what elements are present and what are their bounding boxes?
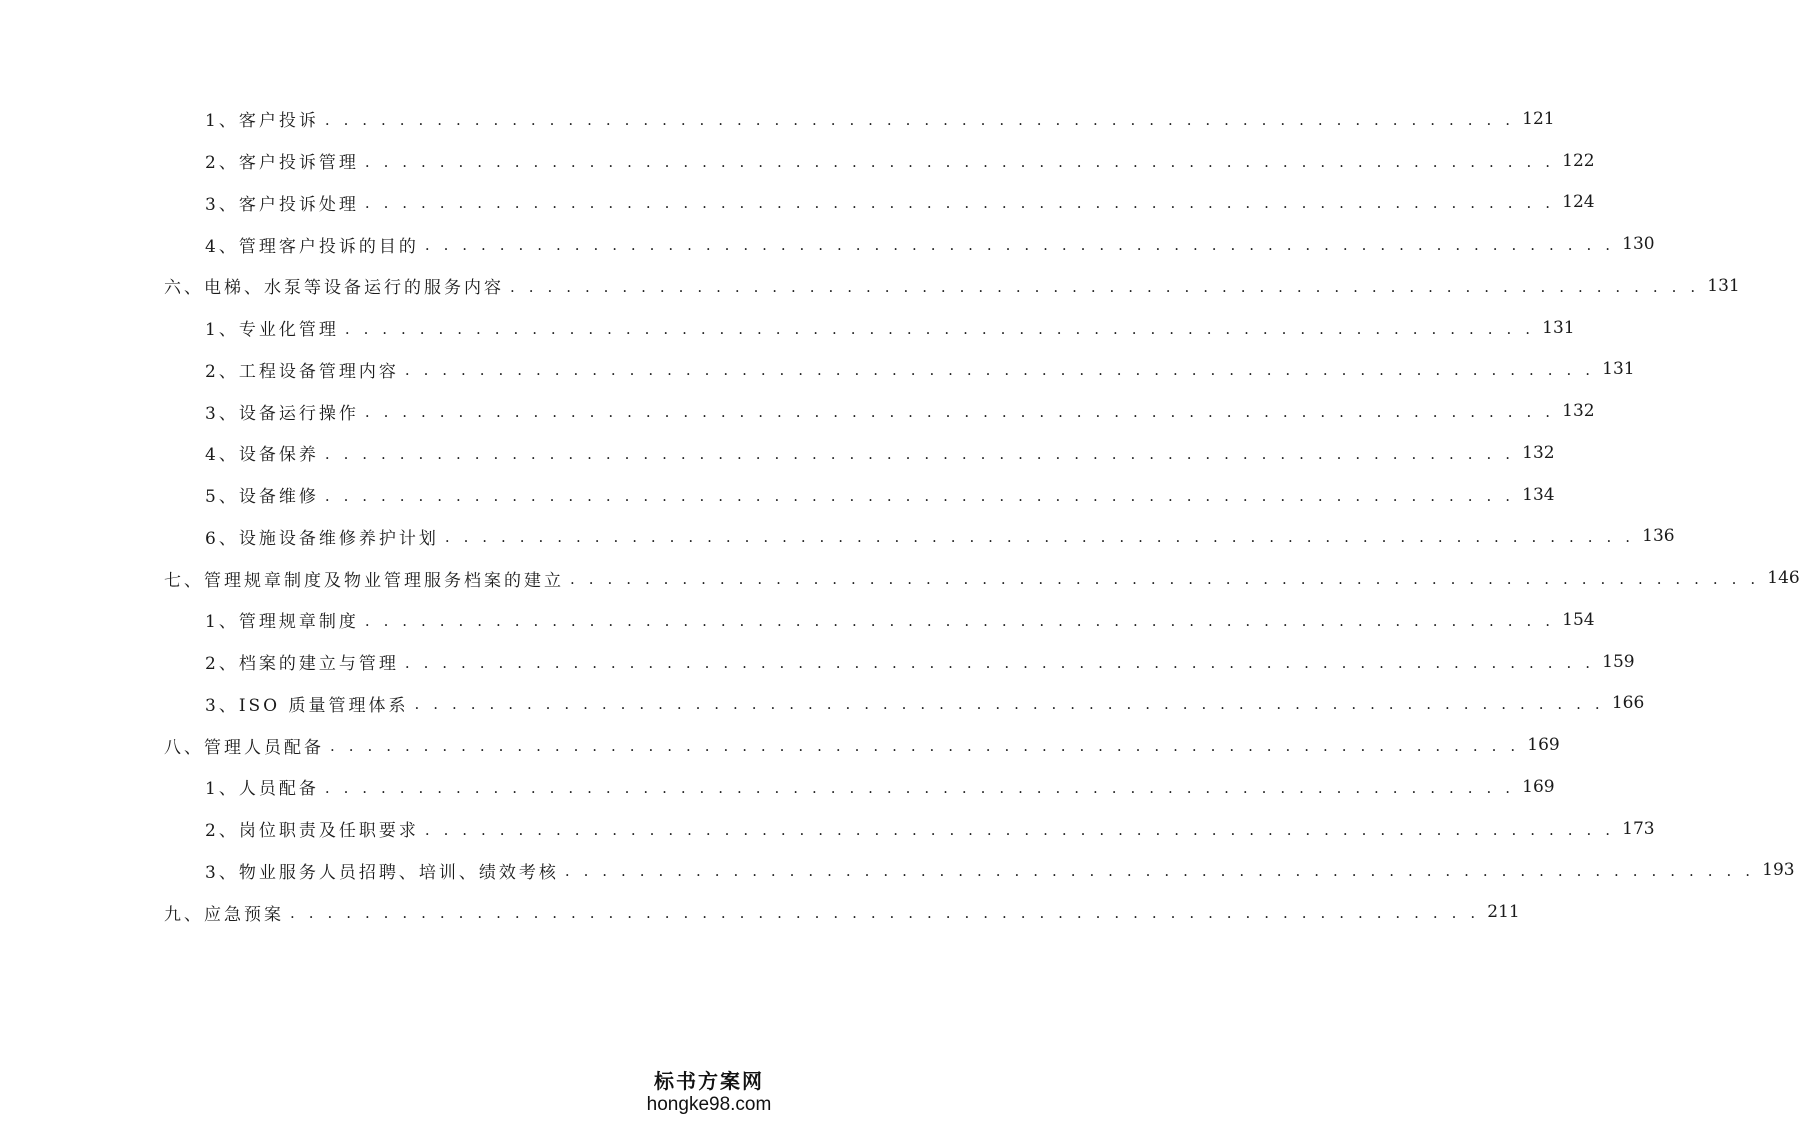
toc-leader-dots: . . . . . . . . . . . . . . . . . . . . . . . . . . . . . . . . . . . . . . . . . . . . . . . . . . . . . . . . . . . . . . . . [344,319,1535,338]
toc-leader-dots: . . . . . . . . . . . . . . . . . . . . . . . . . . . . . . . . . . . . . . . . . . . . . . . . . . . . . . . . . . . . . . . . [424,236,1615,255]
toc-page-number: 211 [1487,902,1520,923]
toc-page-number: 136 [1642,526,1675,547]
toc-entry-title: 3、设备运行操作 [205,403,359,424]
toc-page-number: 169 [1522,776,1555,797]
toc-entry[interactable] [0,349,1635,391]
toc-leader-dots: . . . . . . . . . . . . . . . . . . . . . . . . . . . . . . . . . . . . . . . . . . . . . . . . . . . . . . . . . . . . . . . . [324,778,1515,797]
toc-leader-dots: . . . . . . . . . . . . . . . . . . . . . . . . . . . . . . . . . . . . . . . . . . . . . . . . . . . . . . . . . . . . . . . . [324,486,1515,505]
toc-entry[interactable] [0,390,1595,432]
toc-entry-title: 六、电梯、水泵等设备运行的服务内容 [164,278,504,299]
toc-entry-title: 4、设备保养 [205,445,319,466]
toc-leader-dots: . . . . . . . . . . . . . . . . . . . . . . . . . . . . . . . . . . . . . . . . . . . . . . . . . . . . . . . . . . . . . . . . [444,528,1635,547]
toc-entry[interactable] [0,474,1555,516]
toc-entry-title: 5、设备维修 [205,487,319,508]
toc-entry[interactable] [0,98,1555,140]
toc-page-number: 132 [1562,401,1595,422]
watermark-name: 标书方案网 [654,1069,764,1093]
toc-entry-title: 1、专业化管理 [205,320,339,341]
toc-entry[interactable] [0,683,1645,725]
toc-entry-title: 6、设施设备维修养护计划 [205,528,439,549]
toc-page-number: 169 [1527,735,1560,756]
toc-entry[interactable] [0,766,1555,808]
toc-entry[interactable] [0,808,1655,850]
toc-leader-dots: . . . . . . . . . . . . . . . . . . . . . . . . . . . . . . . . . . . . . . . . . . . . . . . . . . . . . . . . . . . . . . . . [324,444,1515,463]
toc-page-number: 131 [1542,317,1575,338]
watermark-url: hongke98.com [646,1094,772,1115]
toc-entry[interactable] [0,641,1635,683]
toc-leader-dots: . . . . . . . . . . . . . . . . . . . . . . . . . . . . . . . . . . . . . . . . . . . . . . . . . . . . . . . . . . . . . . . . [564,862,1755,881]
toc-entry-title: 2、工程设备管理内容 [205,361,399,382]
toc-leader-dots: . . . . . . . . . . . . . . . . . . . . . . . . . . . . . . . . . . . . . . . . . . . . . . . . . . . . . . . . . . . . . . . . [414,695,1605,714]
toc-leader-dots: . . . . . . . . . . . . . . . . . . . . . . . . . . . . . . . . . . . . . . . . . . . . . . . . . . . . . . . . . . . . . . . . [404,361,1595,380]
toc-leader-dots: . . . . . . . . . . . . . . . . . . . . . . . . . . . . . . . . . . . . . . . . . . . . . . . . . . . . . . . . . . . . . . . . [364,611,1555,630]
toc-entry-title: 2、岗位职责及任职要求 [205,821,419,842]
toc-page-number: 146 [1767,568,1800,589]
toc-page-number: 166 [1611,693,1645,714]
toc-page-number: 130 [1622,234,1655,255]
toc-page-number: 124 [1562,192,1595,213]
toc-leader-dots: . . . . . . . . . . . . . . . . . . . . . . . . . . . . . . . . . . . . . . . . . . . . . . . . . . . . . . . . . . . . . . . . [570,570,1760,589]
toc-leader-dots: . . . . . . . . . . . . . . . . . . . . . . . . . . . . . . . . . . . . . . . . . . . . . . . . . . . . . . . . . . . . . . . . [364,403,1555,422]
toc-entry-title: 4、管理客户投诉的目的 [205,236,419,257]
toc-entry[interactable] [0,891,1520,933]
toc-entry-title: 1、人员配备 [205,779,319,800]
toc-entry-title: 3、物业服务人员招聘、培训、绩效考核 [205,862,559,883]
toc-page-number: 121 [1522,108,1555,129]
site-watermark [639,1068,779,1116]
toc-entry-title: 七、管理规章制度及物业管理服务档案的建立 [164,570,564,591]
toc-entry[interactable] [0,265,1740,307]
toc-page-number: 131 [1707,275,1740,296]
toc-entry[interactable] [0,140,1595,182]
toc-leader-dots: . . . . . . . . . . . . . . . . . . . . . . . . . . . . . . . . . . . . . . . . . . . . . . . . . . . . . . . . . . . . . . . . [290,904,1480,923]
toc-page-number: 122 [1562,150,1595,171]
toc-entry[interactable] [0,182,1595,224]
toc-page-number: 131 [1602,359,1635,380]
toc-leader-dots: . . . . . . . . . . . . . . . . . . . . . . . . . . . . . . . . . . . . . . . . . . . . . . . . . . . . . . . . . . . . . . . . [364,194,1555,213]
toc-page-number: 132 [1522,442,1555,463]
toc-leader-dots: . . . . . . . . . . . . . . . . . . . . . . . . . . . . . . . . . . . . . . . . . . . . . . . . . . . . . . . . . . . . . . . . [364,152,1555,171]
toc-entry[interactable] [0,516,1675,558]
toc-page-number: 193 [1762,860,1795,881]
toc-leader-dots: . . . . . . . . . . . . . . . . . . . . . . . . . . . . . . . . . . . . . . . . . . . . . . . . . . . . . . . . . . . . . . . . [330,737,1520,756]
toc-leader-dots: . . . . . . . . . . . . . . . . . . . . . . . . . . . . . . . . . . . . . . . . . . . . . . . . . . . . . . . . . . . . . . . . [424,820,1615,839]
toc-page-number: 154 [1562,609,1595,630]
toc-entry-title: 八、管理人员配备 [164,737,324,758]
toc-entry-title: 2、客户投诉管理 [205,153,359,174]
toc-entry[interactable] [0,724,1560,766]
table-of-contents [0,98,1800,933]
toc-entry[interactable] [0,223,1655,265]
toc-entry-title: 3、客户投诉处理 [205,194,359,215]
toc-page-number: 159 [1602,651,1635,672]
toc-leader-dots: . . . . . . . . . . . . . . . . . . . . . . . . . . . . . . . . . . . . . . . . . . . . . . . . . . . . . . . . . . . . . . . . [324,110,1515,129]
toc-entry[interactable] [0,557,1800,599]
toc-page-number: 173 [1622,818,1655,839]
toc-leader-dots: . . . . . . . . . . . . . . . . . . . . . . . . . . . . . . . . . . . . . . . . . . . . . . . . . . . . . . . . . . . . . . . . [510,277,1700,296]
toc-entry[interactable] [0,850,1795,892]
toc-entry-title: 3、ISO 质量管理体系 [205,695,409,716]
toc-entry-title: 九、应急预案 [164,904,284,925]
toc-page-number: 134 [1522,484,1555,505]
toc-entry-title: 1、管理规章制度 [205,612,359,633]
toc-entry[interactable] [0,432,1555,474]
toc-entry[interactable] [0,599,1595,641]
toc-entry-title: 1、客户投诉 [205,111,319,132]
toc-entry-title: 2、档案的建立与管理 [205,654,399,675]
toc-leader-dots: . . . . . . . . . . . . . . . . . . . . . . . . . . . . . . . . . . . . . . . . . . . . . . . . . . . . . . . . . . . . . . . . [404,653,1595,672]
toc-entry[interactable] [0,307,1575,349]
